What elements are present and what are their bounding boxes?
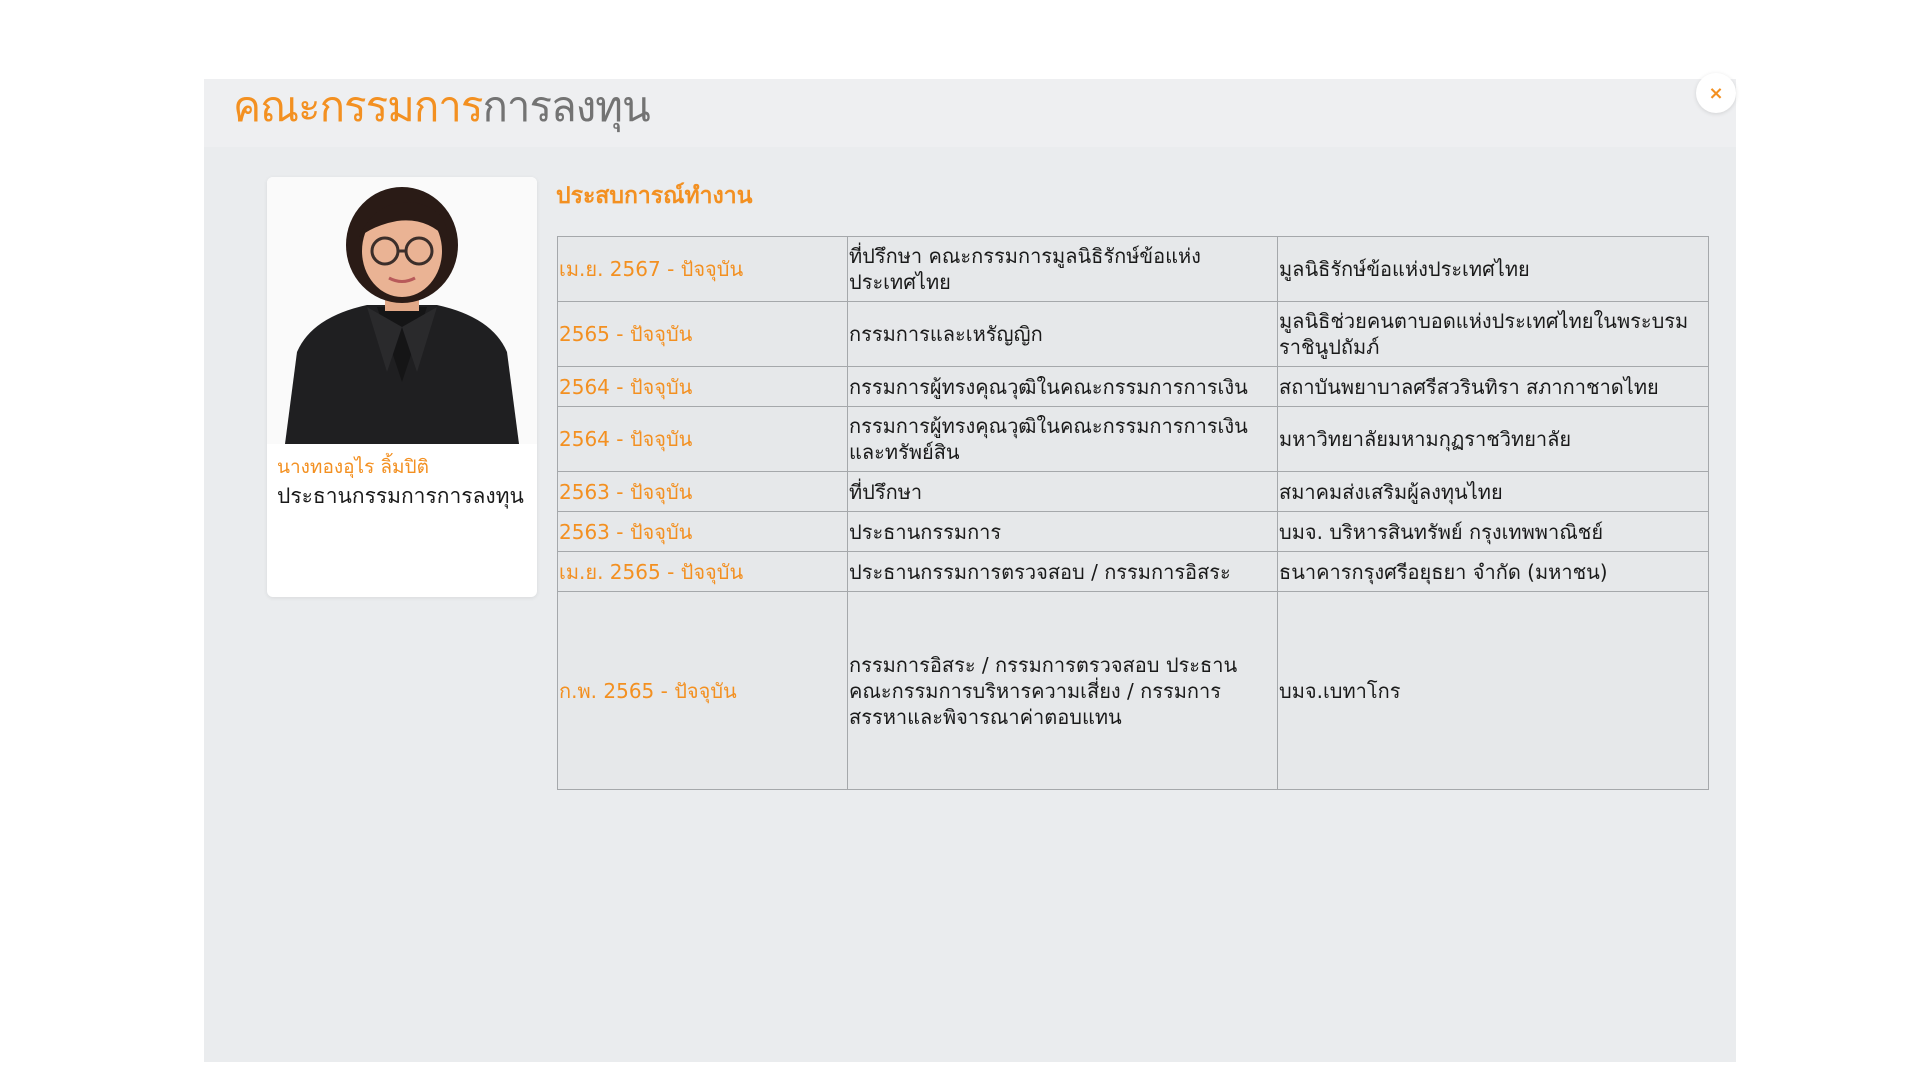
experience-period: 2565 - ปัจจุบัน [558, 302, 848, 367]
experience-organization: ธนาคารกรุงศรีอยุธยา จำกัด (มหาชน) [1278, 552, 1709, 592]
profile-position: ประธานกรรมการการลงทุน [277, 484, 524, 508]
experience-role: ประธานกรรมการตรวจสอบ / กรรมการอิสระ [848, 552, 1278, 592]
page-title [233, 82, 650, 132]
experience-role: ที่ปรึกษา [848, 472, 1278, 512]
experience-organization: สถาบันพยาบาลศรีสวรินทิรา สภากาชาดไทย [1278, 367, 1709, 407]
profile-modal [204, 79, 1736, 1062]
experience-period: ก.พ. 2565 - ปัจจุบัน [558, 592, 848, 790]
table-row [558, 592, 1709, 790]
close-icon: × [1708, 82, 1724, 104]
close-button[interactable] [1696, 73, 1736, 113]
table-row [558, 302, 1709, 367]
table-row [558, 407, 1709, 472]
page-title-part1: คณะกรรมการ [233, 82, 483, 131]
experience-organization: บมจ.เบทาโกร [1278, 592, 1709, 790]
experience-role: กรรมการและเหรัญญิก [848, 302, 1278, 367]
experience-period: เม.ย. 2565 - ปัจจุบัน [558, 552, 848, 592]
modal-header [204, 79, 1736, 147]
experience-role: กรรมการผู้ทรงคุณวุฒิในคณะกรรมการการเงินและทรัพย์สิน [848, 407, 1278, 472]
experience-title: ประสบการณ์ทำงาน [556, 183, 753, 209]
table-row [558, 237, 1709, 302]
experience-table [557, 236, 1709, 790]
experience-period: 2564 - ปัจจุบัน [558, 367, 848, 407]
experience-period: 2564 - ปัจจุบัน [558, 407, 848, 472]
table-row [558, 512, 1709, 552]
experience-organization: สมาคมส่งเสริมผู้ลงทุนไทย [1278, 472, 1709, 512]
experience-organization: มูลนิธิช่วยคนตาบอดแห่งประเทศไทยในพระบรมราชินูปถัมภ์ [1278, 302, 1709, 367]
table-row [558, 552, 1709, 592]
experience-organization: บมจ. บริหารสินทรัพย์ กรุงเทพพาณิชย์ [1278, 512, 1709, 552]
experience-role: กรรมการผู้ทรงคุณวุฒิในคณะกรรมการการเงิน [848, 367, 1278, 407]
experience-period: เม.ย. 2567 - ปัจจุบัน [558, 237, 848, 302]
profile-name: นางทองอุไร ลิ้มปิติ [277, 456, 429, 478]
experience-role: กรรมการอิสระ / กรรมการตรวจสอบ ประธานคณะกรรมการบริหารความเสี่ยง / กรรมการสรรหาและพิจารณาค่าตอบแทน [848, 592, 1278, 790]
table-row [558, 367, 1709, 407]
experience-role: ประธานกรรมการ [848, 512, 1278, 552]
page-title-part2: การลงทุน [482, 82, 650, 131]
experience-period: 2563 - ปัจจุบัน [558, 512, 848, 552]
experience-organization: มูลนิธิรักษ์ข้อแห่งประเทศไทย [1278, 237, 1709, 302]
table-row [558, 472, 1709, 512]
profile-photo [267, 177, 537, 444]
experience-role: ที่ปรึกษา คณะกรรมการมูลนิธิรักษ์ข้อแห่งประเทศไทย [848, 237, 1278, 302]
profile-card [267, 177, 537, 597]
experience-period: 2563 - ปัจจุบัน [558, 472, 848, 512]
experience-organization: มหาวิทยาลัยมหามกุฏราชวิทยาลัย [1278, 407, 1709, 472]
